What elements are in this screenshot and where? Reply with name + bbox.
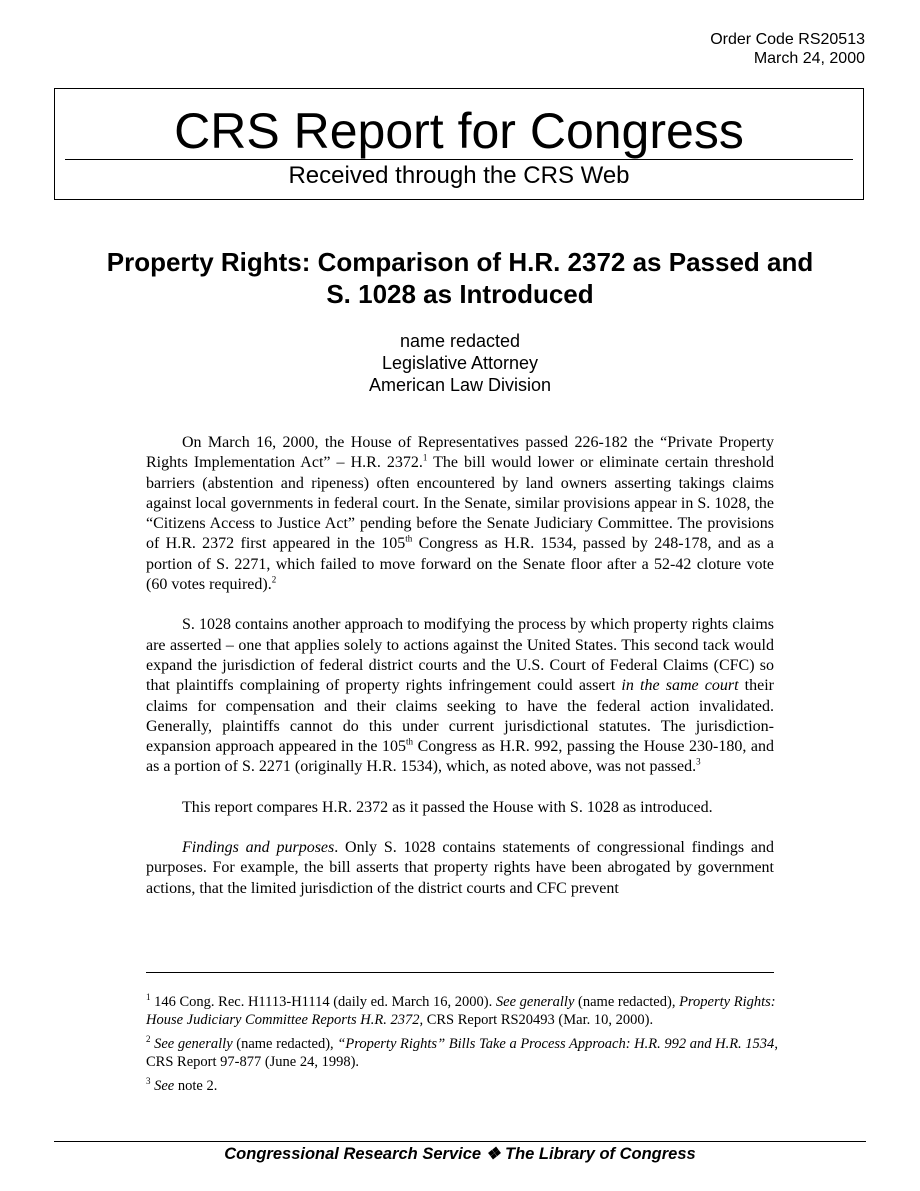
footnote-3	[146, 1077, 786, 1095]
author-name: name redacted	[399, 331, 521, 351]
section-heading-inline: Findings and purposes	[182, 839, 335, 857]
footnote-ref-2: 2	[271, 574, 277, 585]
footnote-ref-3: 3	[696, 757, 701, 768]
text-run: On March 16, 2000, the House of Representatives passed 226-182 the “Private Property Rights Implementation Act” – H.R. 2372.	[146, 434, 774, 472]
text-run: S. 1028 contains another approach to modifying the process by which property rights claims are asserted – one that applies solely to actions against the United States. This second tack would expand the jurisdiction of federal district courts and the U.S. Court of Federal Claims (CFC) so that plaintiffs complaining of property rights infringement could assert	[146, 616, 774, 695]
text-run: note 2.	[174, 1078, 218, 1094]
author-division: American Law Division	[368, 375, 552, 395]
text-run: CRS Report RS20493 (Mar. 10, 2000).	[423, 1012, 654, 1028]
order-code: Order Code RS20513	[710, 31, 865, 48]
page-footer: Congressional Research Service ❖ The Library of Congress	[224, 1145, 696, 1163]
footnotes	[146, 993, 786, 1101]
cited-title: “Property Rights” Bills Take a Process Approach: H.R. 992 and H.R. 1534	[337, 1036, 775, 1052]
document-title: Property Rights: Comparison of H.R. 2372 as Passed and S. 1028 as Introduced	[106, 247, 814, 309]
footnote-divider	[146, 972, 774, 973]
paragraph-4	[146, 838, 774, 899]
paragraph-1	[146, 433, 774, 595]
ordinal-suffix: th	[405, 534, 413, 545]
text-run: . Only S. 1028 contains statements of congressional findings and purposes. For example, the bill asserts that property rights have been abrogated by government actions, that the limited jurisdiction of the district courts and CFC prevent	[146, 839, 775, 897]
paragraph-2	[146, 615, 774, 777]
footnote-number: 1	[146, 992, 151, 1003]
emphasis-text: in the same court	[621, 677, 739, 695]
ordinal-suffix: th	[406, 736, 414, 747]
author-block	[100, 330, 820, 396]
banner-divider	[65, 159, 853, 160]
footnote-number: 2	[146, 1034, 151, 1045]
text-run: Congress as H.R. 1534, passed by 248-178, and as a portion of S. 2271, which failed to move forward on the Senate floor after a 52-42 cloture vote (60 votes required).	[146, 535, 775, 594]
footnote-ref-1: 1	[422, 452, 428, 463]
text-run: See generally	[150, 1036, 233, 1052]
cited-title: Property Rights: House Judiciary Committee Reports H.R. 2372,	[146, 994, 776, 1028]
text-run: See generally	[495, 994, 575, 1010]
report-banner	[54, 88, 864, 200]
footnote-number: 3	[146, 1076, 151, 1087]
report-date: March 24, 2000	[753, 50, 865, 67]
footnote-2	[146, 1035, 786, 1071]
text-run: Congress as H.R. 992, passing the House 230-180, and as a portion of S. 2271 (originally H.R. 1534), which, as noted above, was not passed.	[146, 738, 775, 776]
paragraph-3: This report compares H.R. 2372 as it passed the House with S. 1028 as introduced.	[182, 798, 713, 816]
text-run: (name redacted),	[232, 1036, 338, 1052]
text-run: (name redacted),	[574, 994, 680, 1010]
text-run: See	[150, 1078, 175, 1094]
text-run: 146 Cong. Rec. H1113-H1114 (daily ed. March 16, 2000).	[150, 994, 496, 1010]
author-role: Legislative Attorney	[381, 353, 539, 373]
banner-subtitle: Received through the CRS Web	[288, 162, 630, 189]
text-run: The bill would lower or eliminate certain threshold barriers (abstention and ripeness) often encountered by land owners asserting takings claims against local governments in federal court. In the Senate, similar provisions appear in S. 1028, the “Citizens Access to Justice Act” pending before the Senate Judiciary Committee. The provisions of H.R. 2372 first appeared in the 105	[146, 454, 775, 553]
banner-title: CRS Report for Congress	[174, 103, 744, 159]
footer-divider	[54, 1141, 866, 1142]
footnote-1	[146, 993, 786, 1029]
text-run: their claims for compensation and their claims seeking to have the federal action invalidated. Generally, plaintiffs cannot do this under current jurisdictional statutes. The jurisdiction-expansion approach appeared in the 105	[146, 677, 775, 756]
report-body	[146, 433, 774, 919]
text-run: , CRS Report 97-877 (June 24, 1998).	[146, 1036, 778, 1070]
order-info	[710, 30, 865, 68]
